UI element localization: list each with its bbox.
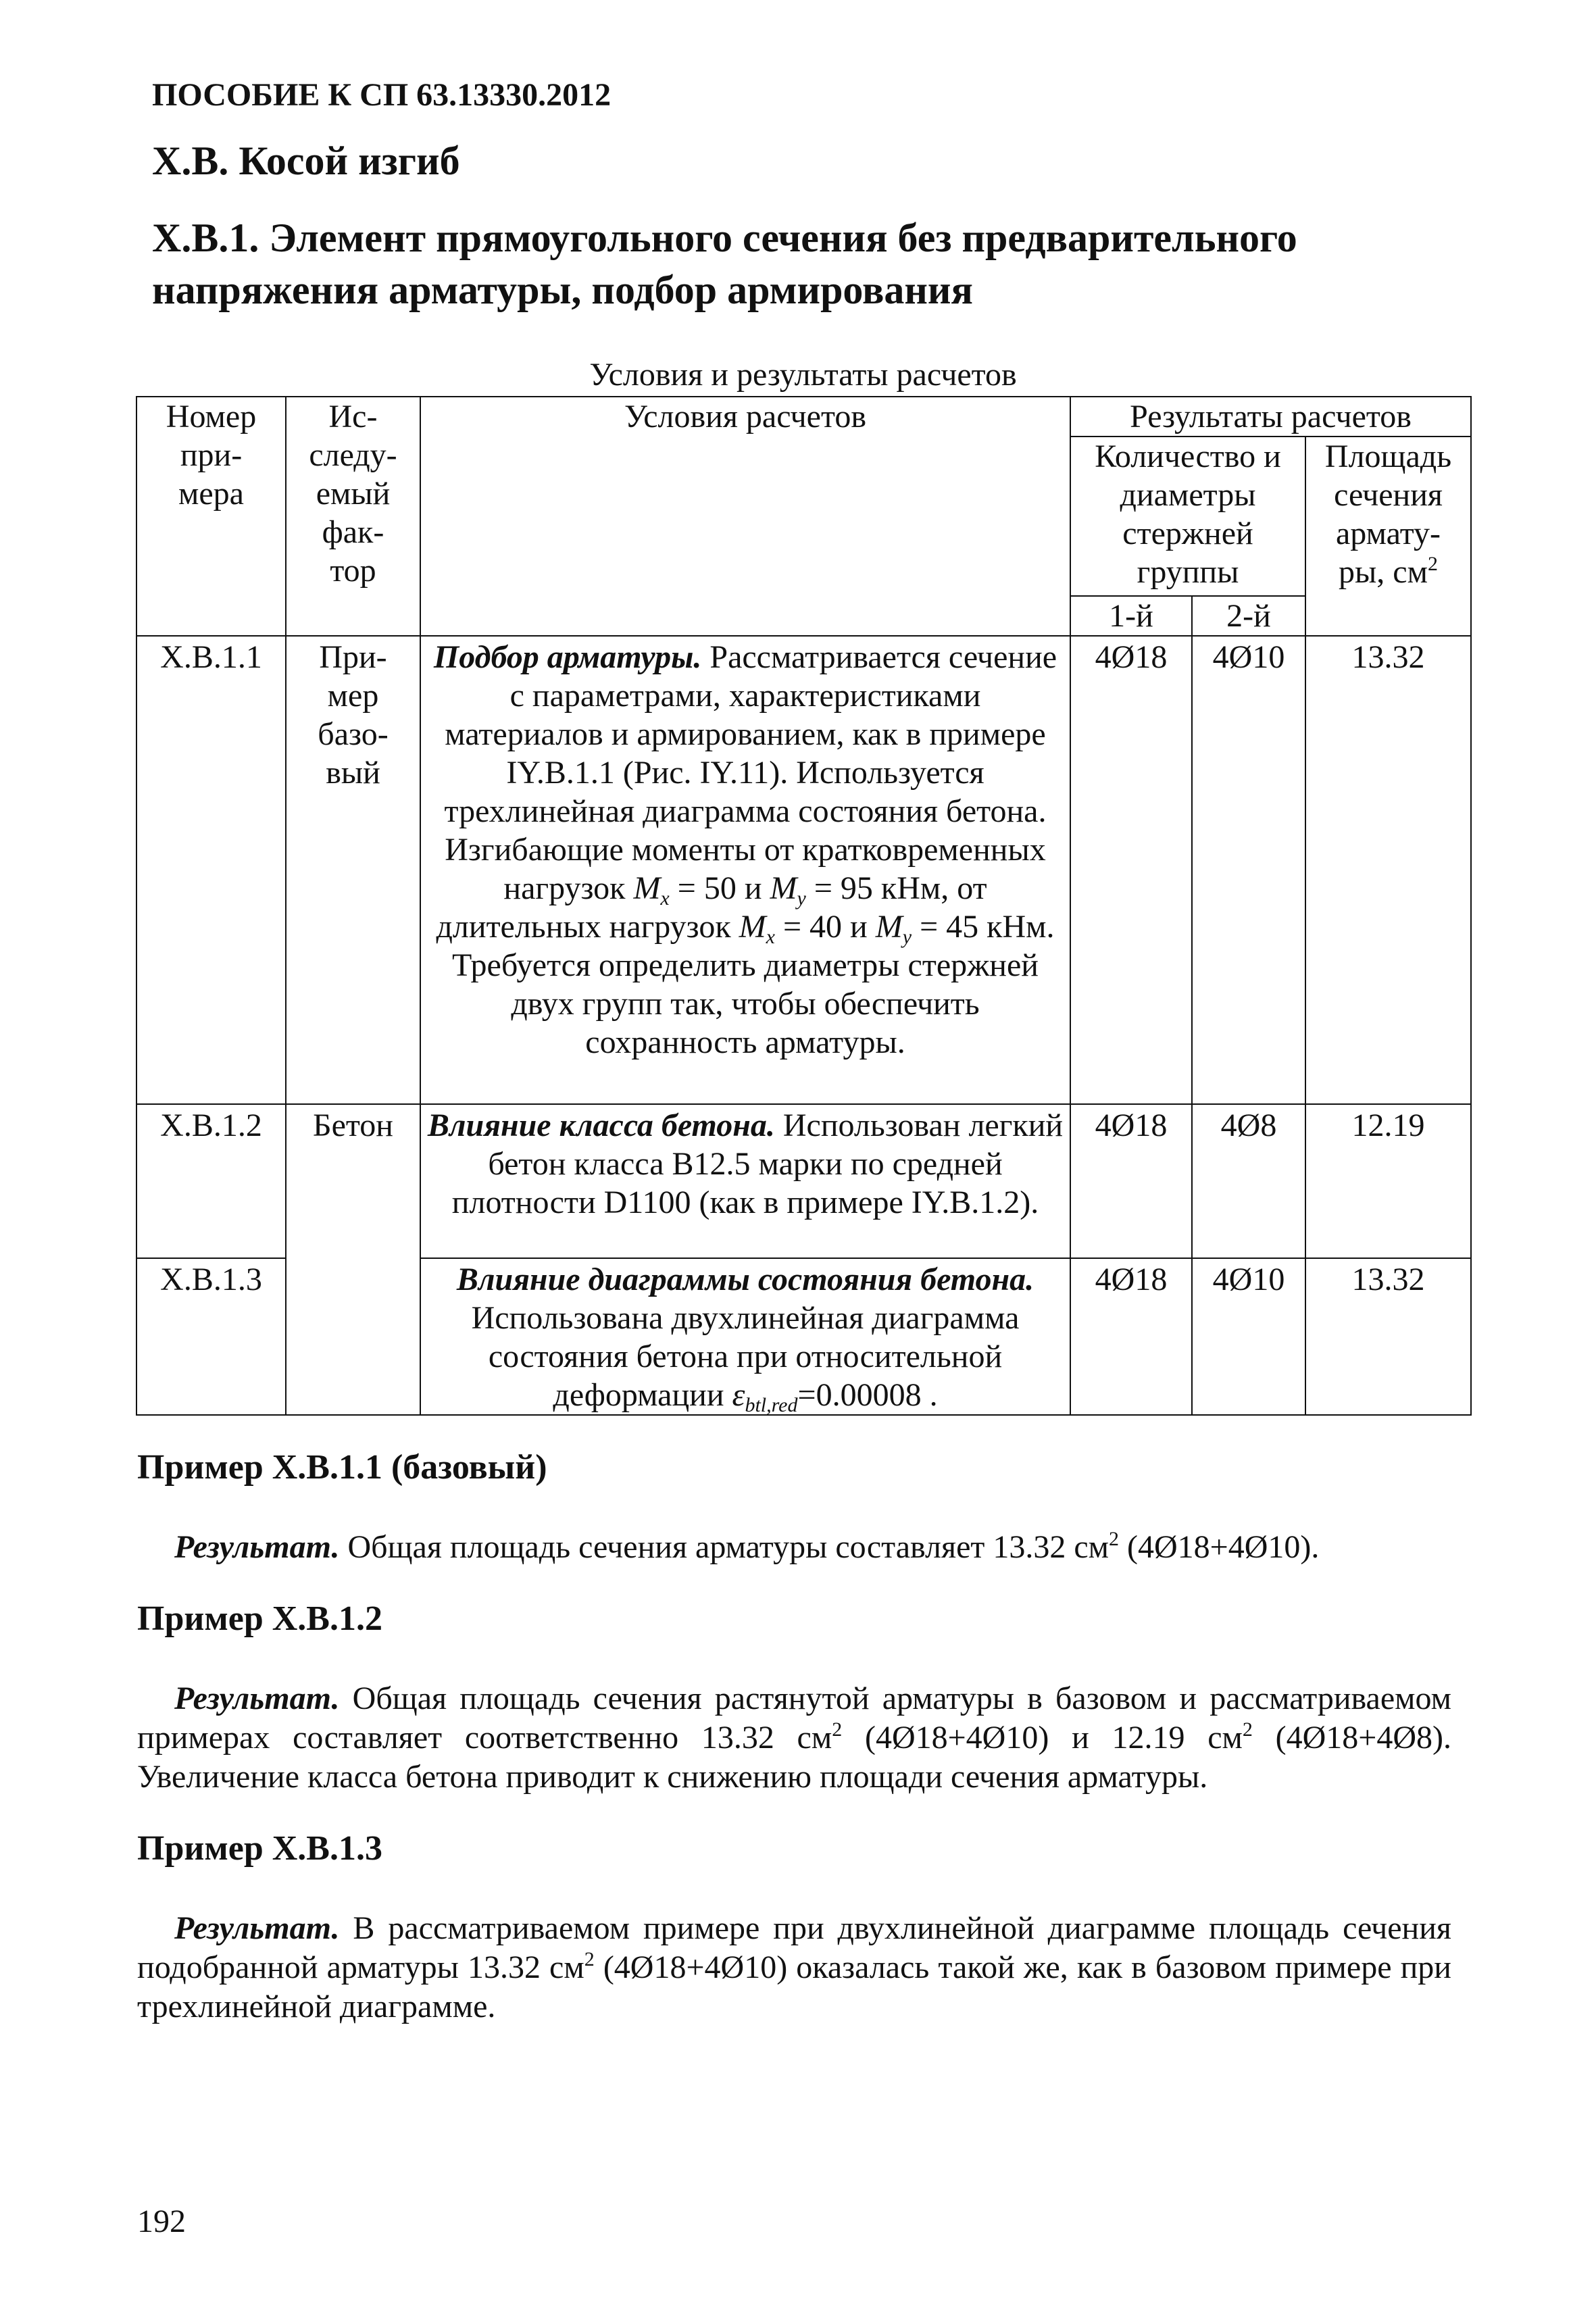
header-line: стержней bbox=[1122, 516, 1253, 551]
header-line: следу- bbox=[309, 437, 397, 473]
header-bar-count-diameter bbox=[1070, 437, 1305, 596]
header-line: Количество и bbox=[1095, 439, 1281, 474]
header-line bbox=[1312, 553, 1464, 591]
moment-symbol: M bbox=[875, 909, 903, 945]
investigated-factor: Бетон bbox=[286, 1104, 420, 1415]
header-area bbox=[1305, 437, 1471, 636]
result-text: В рассматриваемом примере при двухлинейной диаграмме площадь сечения подобранной арматуры 13.32 см bbox=[137, 1910, 1451, 1985]
example-title: Пример Х.В.1.1 (базовый) bbox=[137, 1448, 547, 1487]
factor-line: При- bbox=[319, 639, 387, 675]
factor-line: вый bbox=[326, 755, 380, 791]
description-text: = 40 и bbox=[774, 909, 876, 945]
example-number: Х.В.1.2 bbox=[136, 1104, 286, 1258]
moment-symbol: M bbox=[633, 870, 661, 906]
group-1-bars: 4Ø18 bbox=[1070, 636, 1192, 1104]
page-content bbox=[136, 76, 1470, 2026]
header-line: при- bbox=[180, 437, 243, 473]
result-lead: Результат. bbox=[174, 1529, 340, 1565]
description-lead: Влияние класса бетона. bbox=[427, 1107, 775, 1143]
header-line: группы bbox=[1137, 554, 1239, 590]
header-group-2: 2-й bbox=[1192, 596, 1305, 636]
header-line: фак- bbox=[322, 514, 384, 550]
description-text: = 50 и bbox=[669, 870, 770, 906]
header-line: армату- bbox=[1336, 516, 1441, 551]
description-text: = 95 кНм, от длительных нагрузок bbox=[436, 870, 987, 945]
table-row bbox=[136, 1104, 1471, 1258]
example-result bbox=[137, 1909, 1451, 2026]
strain-symbol: ε bbox=[732, 1377, 745, 1413]
header-group-1: 1-й bbox=[1070, 596, 1192, 636]
factor-line: базо- bbox=[318, 716, 389, 752]
header-example-number bbox=[136, 397, 286, 636]
example-number: Х.В.1.1 bbox=[136, 636, 286, 1104]
calculation-conditions bbox=[420, 1104, 1070, 1258]
description-lead: Влияние диаграммы состояния бетона. bbox=[456, 1262, 1034, 1297]
calculation-conditions bbox=[420, 636, 1070, 1104]
result-text: (4Ø18+4Ø8). Увеличение класса бетона приводит к снижению площади сечения арматуры. bbox=[137, 1720, 1452, 1795]
moment-subscript: x bbox=[660, 887, 670, 910]
unit-exponent: 2 bbox=[584, 1948, 595, 1970]
unit-exponent: 2 bbox=[1109, 1528, 1120, 1550]
example-x-b-1-3 bbox=[136, 1828, 1470, 2026]
header-line: Площадь bbox=[1324, 439, 1452, 474]
moment-symbol: M bbox=[739, 909, 766, 945]
unit-exponent: 2 bbox=[1427, 553, 1438, 575]
example-result bbox=[137, 1679, 1451, 1797]
result-lead: Результат. bbox=[174, 1910, 340, 1946]
header-factor bbox=[286, 397, 420, 636]
calculation-conditions bbox=[420, 1258, 1070, 1415]
strain-subscript: btl,red bbox=[745, 1394, 798, 1416]
example-result bbox=[137, 1528, 1451, 1567]
investigated-factor bbox=[286, 636, 420, 1104]
moment-symbol: M bbox=[770, 870, 797, 906]
table-header-row bbox=[136, 397, 1471, 437]
reinforcement-area: 12.19 bbox=[1305, 1104, 1471, 1258]
section-title: Х.В. Косой изгиб bbox=[152, 139, 460, 183]
results-table bbox=[136, 396, 1472, 1416]
result-lead: Результат. bbox=[174, 1681, 340, 1716]
group-2-bars: 4Ø8 bbox=[1192, 1104, 1305, 1258]
header-results: Результаты расчетов bbox=[1070, 397, 1471, 437]
moment-subscript: x bbox=[766, 926, 775, 948]
subsection-title: Х.В.1. Элемент прямоугольного сечения без предварительного напряжения арматуры, подбор армирования bbox=[152, 216, 1297, 312]
result-text: (4Ø18+4Ø10). bbox=[1119, 1529, 1320, 1565]
unit-exponent: 2 bbox=[1242, 1718, 1253, 1741]
description-text: Рассматривается сечение с параметрами, характеристиками материалов и армированием, как в примере IY.В.1.1 (Рис. IY.11). Используется трехлинейная диаграмма состояния бетона. Изгибающие моменты от кратковременных нагрузок bbox=[444, 639, 1057, 906]
group-1-bars: 4Ø18 bbox=[1070, 1258, 1192, 1415]
description-lead: Подбор арматуры. bbox=[433, 639, 702, 675]
header-conditions: Условия расчетов bbox=[420, 397, 1070, 636]
example-x-b-1-1 bbox=[136, 1447, 1470, 1567]
factor-line: мер bbox=[327, 678, 379, 714]
description-text: Использована двухлинейная диаграмма состояния бетона при относительной деформации bbox=[471, 1300, 1020, 1413]
header-line-text: ры, см bbox=[1339, 554, 1428, 590]
result-text: Общая площадь сечения растянутой арматуры в базовом и рассматриваемом примерах составляет соответственно 13.32 см bbox=[137, 1681, 1451, 1756]
example-x-b-1-2 bbox=[136, 1598, 1470, 1797]
description-text: =0.00008 . bbox=[797, 1377, 938, 1413]
example-title: Пример Х.В.1.2 bbox=[137, 1599, 382, 1638]
page-number: 192 bbox=[137, 2204, 186, 2239]
moment-subscript: y bbox=[797, 887, 806, 910]
example-title: Пример Х.В.1.3 bbox=[137, 1829, 382, 1868]
example-number: Х.В.1.3 bbox=[136, 1258, 286, 1415]
group-2-bars: 4Ø10 bbox=[1192, 1258, 1305, 1415]
header-line: емый bbox=[316, 476, 391, 512]
moment-subscript: y bbox=[902, 926, 912, 948]
group-2-bars: 4Ø10 bbox=[1192, 636, 1305, 1104]
header-line: Ис- bbox=[328, 399, 378, 434]
running-header: ПОСОБИЕ К СП 63.13330.2012 bbox=[152, 77, 612, 113]
description-text: Использован легкий бетон класса B12.5 марки по средней плотности D1100 (как в примере IY.В.1.2). bbox=[451, 1107, 1064, 1220]
header-line: сечения bbox=[1334, 477, 1443, 513]
description-text: = 45 кНм. Требуется определить диаметры стержней двух групп так, чтобы обеспечить сохранность арматуры. bbox=[452, 909, 1055, 1060]
header-line: тор bbox=[330, 553, 376, 589]
table-caption: Условия и результаты расчетов bbox=[589, 357, 1017, 393]
result-text: Общая площадь сечения арматуры составляет 13.32 см bbox=[339, 1529, 1109, 1565]
header-line: Номер bbox=[166, 399, 257, 434]
table-row bbox=[136, 636, 1471, 1104]
result-text: (4Ø18+4Ø10) и 12.19 см bbox=[842, 1720, 1243, 1756]
reinforcement-area: 13.32 bbox=[1305, 1258, 1471, 1415]
reinforcement-area: 13.32 bbox=[1305, 636, 1471, 1104]
group-1-bars: 4Ø18 bbox=[1070, 1104, 1192, 1258]
header-line: диаметры bbox=[1120, 477, 1256, 513]
unit-exponent: 2 bbox=[832, 1718, 843, 1741]
result-text: (4Ø18+4Ø10) оказалась такой же, как в базовом примере при трехлинейной диаграмме. bbox=[137, 1949, 1451, 2024]
header-line: мера bbox=[178, 476, 244, 512]
